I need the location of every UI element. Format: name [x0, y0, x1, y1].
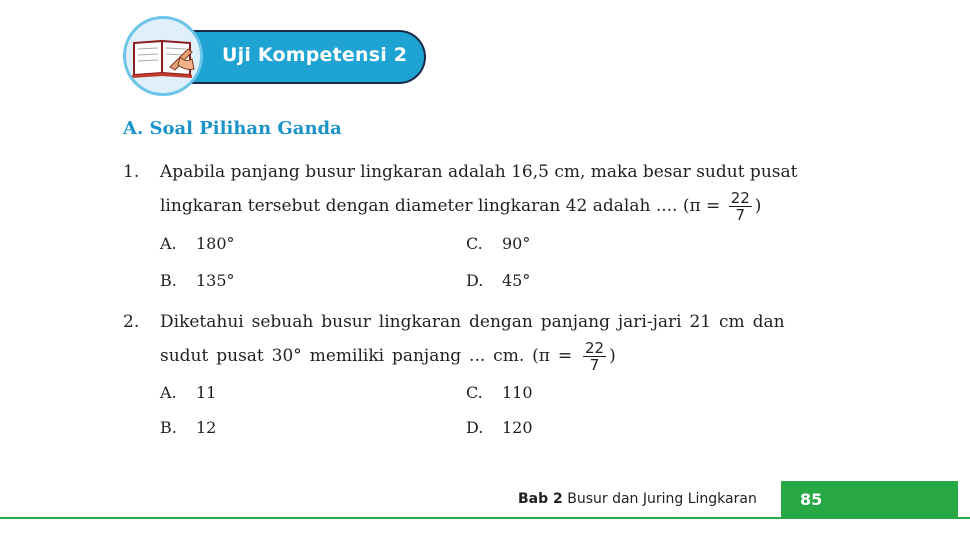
footer-chapter-title: Busur dan Juring Lingkaran	[567, 491, 757, 507]
option-1d[interactable]	[466, 271, 530, 290]
option-text: 45°	[502, 271, 531, 290]
option-text: 90°	[502, 234, 531, 253]
option-letter: B.	[160, 418, 177, 437]
option-text: 120	[502, 418, 533, 437]
option-1b[interactable]	[160, 271, 235, 290]
option-letter: A.	[160, 383, 177, 402]
fraction-denominator: 7	[589, 356, 600, 374]
option-2c[interactable]	[466, 383, 533, 402]
option-1a[interactable]	[160, 234, 235, 253]
book-pen-icon	[123, 16, 203, 96]
option-letter: B.	[160, 271, 177, 290]
section-title: A. Soal Pilihan Ganda	[123, 118, 342, 139]
option-letter: D.	[466, 418, 484, 437]
fraction-numerator: 22	[585, 339, 605, 357]
fraction-denominator: 7	[735, 206, 746, 224]
pi-fraction	[729, 190, 752, 223]
pi-fraction	[583, 340, 606, 373]
question-2-line1: Diketahui sebuah busur lingkaran dengan panjang jari-jari 21 cm dan	[160, 312, 785, 332]
footer-chapter-number: Bab 2	[518, 491, 563, 507]
page-number: 85	[800, 490, 823, 509]
option-1c[interactable]	[466, 234, 530, 253]
option-letter: D.	[466, 271, 484, 290]
question-1-line2	[160, 189, 840, 223]
question-2-text	[160, 305, 840, 373]
question-1-text	[160, 155, 840, 223]
question-2-line2	[160, 339, 840, 373]
option-letter: A.	[160, 234, 177, 253]
option-text: 135°	[196, 271, 235, 290]
question-2-line2-end: )	[609, 346, 616, 366]
question-1-line2-end: )	[754, 196, 762, 216]
question-2-number: 2.	[123, 312, 140, 332]
question-1-line2-text: lingkaran tersebut dengan diameter lingkaran 42 adalah .... (π =	[160, 196, 721, 216]
option-text: 11	[196, 383, 217, 402]
option-text: 110	[502, 383, 533, 402]
fraction-numerator: 22	[730, 189, 750, 207]
question-1-line1: Apabila panjang busur lingkaran adalah 16,5 cm, maka besar sudut pusat	[160, 162, 798, 182]
question-1-number: 1.	[123, 162, 140, 182]
question-2-line2-text: sudut pusat 30° memiliki panjang ... cm. (π =	[160, 346, 573, 366]
footer-chapter	[518, 491, 757, 507]
option-letter: C.	[466, 383, 483, 402]
option-text: 12	[196, 418, 217, 437]
badge-title: Uji Kompetensi 2	[222, 44, 408, 66]
option-2b[interactable]	[160, 418, 216, 437]
option-letter: C.	[466, 234, 483, 253]
option-2a[interactable]	[160, 383, 216, 402]
option-text: 180°	[196, 234, 235, 253]
option-2d[interactable]	[466, 418, 533, 437]
